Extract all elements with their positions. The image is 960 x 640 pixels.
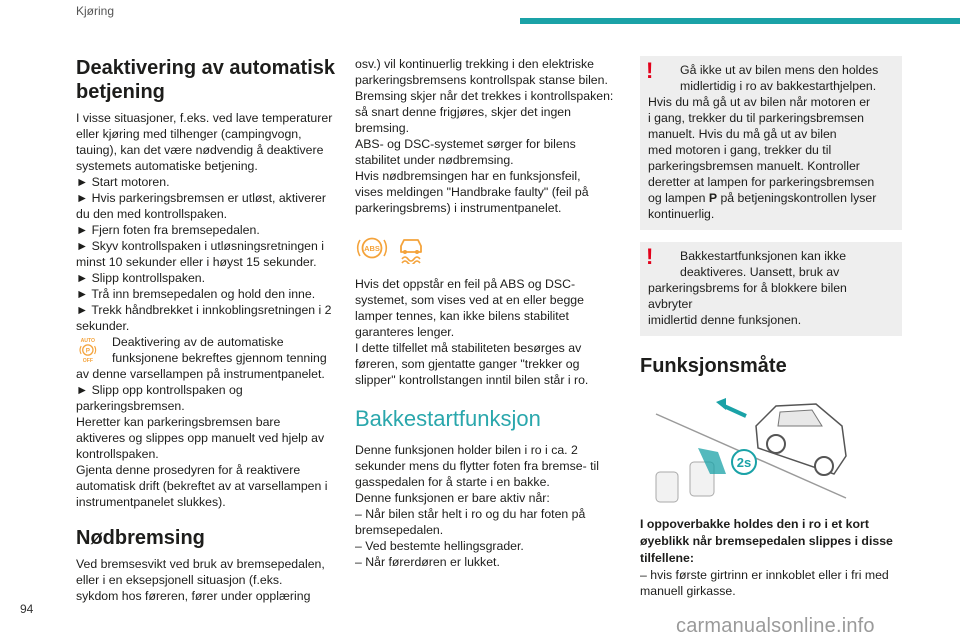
text-line: deretter at lampen for parkeringsbremsen [648,175,875,189]
warning-1-lamp-line: og lampen P på betjeningskontrollen lyser [648,191,877,205]
column-1 [76,56,338,604]
warning-box-2 [640,242,902,336]
header-section-label: Kjøring [76,4,115,18]
warning-box-1 [640,56,902,230]
text-line: ► Fjern foten fra bremsepedalen. [76,223,260,237]
text-line: ► Hvis parkeringsbremsen er utløst, aktiverer [76,191,326,205]
svg-text:OFF: OFF [82,357,93,364]
text-line: øyeblikk når bremsepedalen slippes i disse [640,534,893,548]
text-line: I oppoverbakke holdes den i ro i et kort [640,517,869,531]
text-line: parkeringsbremsens kontrollspak stanse bilen. [355,73,608,87]
column-2 [355,56,617,570]
text-line: lamper tennes, kan ikke bilens stabilitet [355,309,569,323]
text-line: imidlertid denne funksjonen. [648,313,802,327]
text-line: systemets automatiske betjening. [76,159,258,173]
col1-body-text-2 [76,366,338,510]
text-line: kontrollspaken. [76,447,159,461]
text-line: ABS- og DSC-systemet sørger for bilens [355,137,576,151]
auto-p-off-note [76,334,338,366]
text-line: – hvis første girtrinn er innkoblet eller i fri med [640,568,889,582]
warning-1-text [648,94,894,190]
text-line: så snart denne frigjøres, skjer det ingen [355,105,571,119]
text-line: funksjonene bekreftes gjennom tenning [112,351,327,365]
text-line: ► Trå inn bremsepedalen og hold den inne. [76,287,316,301]
text-line: osv.) vil kontinuerlig trekking i den elektriske [355,57,594,71]
hill-start-illustration [646,386,850,506]
warning-2-text [648,280,894,328]
abs-icon-label: ABS [364,244,380,253]
svg-text:P: P [85,347,90,355]
column-3 [640,56,902,599]
col1-body-text-3 [76,556,338,604]
text-line: Gjenta denne prosedyren for å reaktivere [76,463,301,477]
abs-warning-icon [355,232,389,264]
text-line: bremsing. [355,121,409,135]
text-line: ► Slipp opp kontrollspaken og [76,383,243,397]
text-line: ► Slipp kontrollspaken. [76,271,206,285]
text-line: – Ved bestemte hellingsgrader. [355,539,524,553]
heading-funksjonsmate: Funksjonsmåte [640,355,787,377]
funksjonsmate-intro [640,516,902,567]
text-line: midlertidig i ro av bakkestarthjelpen. [680,79,877,93]
text-line: manuelt. Hvis du må gå ut av bilen [648,127,837,141]
text-line: du den med kontrollspaken. [76,207,228,221]
dsc-stability-icon [395,232,427,264]
text-line: systemet, som vises ved at en eller begge [355,293,584,307]
text-line: Hvis du må gå ut av bilen når motoren er [648,95,871,109]
text-line: slipper" kontrollstangen inntil bilen står i ro. [355,373,589,387]
text-line: stabilitet under nødbremsing. [355,153,514,167]
text-line: bremsepedalen. [355,523,444,537]
text-line: I dette tilfellet må stabiliteten besørges av [355,341,582,355]
text-line: tauing), kan det være nødvendig å deaktivere [76,143,324,157]
warning-1-intro [646,58,894,94]
warning-exclamation-icon: ! [646,244,654,269]
text-line: Deaktivering av de automatiske [112,335,284,349]
text-line: Gå ikke ut av bilen mens den holdes [680,63,879,77]
illustration-timer-label: 2s [736,455,752,470]
text-line: parkeringsbrems for å blokkere bilen avbryter [648,281,847,311]
text-line: Denne funksjonen holder bilen i ro i ca. 2 [355,443,578,457]
heading-deaktivering: Deaktivering av automatisk betjening [76,57,335,103]
text-line: med motoren i gang, trekker du til [648,143,832,157]
header-accent-bar [520,18,960,24]
warning-1-final: kontinuerlig. [648,207,715,221]
text-line: eller kjøring med tilhenger (campingvogn, [76,127,302,141]
text-line: Denne funksjonen er bare aktiv når: [355,491,550,505]
text-line: Heretter kan parkeringsbremsen bare [76,415,281,429]
auto-p-off-text [76,334,338,366]
text-line: av denne varsellampen på instrumentpanelet. [76,367,325,381]
text-line: garanteres lenger. [355,325,455,339]
text-line: eller i en eksepsjonell situasjon (f.eks. [76,573,283,587]
text-line: ► Trekk håndbrekket i innkoblingsretningen i 2 [76,303,332,317]
text-line: minst 10 sekunder eller i høyst 15 sekunder. [76,255,317,269]
text-line: Bremsing skjer når det trekkes i kontrollspaken: [355,89,614,103]
text-line: Hvis nødbremsingen har en funksjonsfeil, [355,169,581,183]
text-line: instrumentpanelet slukkes). [76,495,226,509]
text-line: i gang, trekker du til parkeringsbremsen [648,111,864,125]
text-line: Hvis det oppstår en feil på ABS og DSC- [355,277,576,291]
text-line: I visse situasjoner, f.eks. ved lave temperaturer [76,111,333,125]
page-number: 94 [20,602,34,616]
col1-body-text [76,110,338,334]
auto-p-off-warning-icon [76,334,106,366]
text-line: automatisk drift (bekreftet av at varsellampen i [76,479,328,493]
text-line: ► Start motoren. [76,175,170,189]
abs-dsc-icons [355,232,617,268]
text-line: parkeringsbremsen manuelt. Kontroller [648,159,860,173]
text-line: parkeringsbrems) i instrumentpanelet. [355,201,562,215]
watermark: carmanualsonline.info [676,615,875,637]
svg-text:AUTO: AUTO [80,338,96,345]
text-line: sekunder. [76,319,130,333]
col2-body-text-3 [355,442,617,570]
text-line: deaktiveres. Uansett, bruk av [680,265,840,279]
text-line: Ved bremsesvikt ved bruk av bremsepedalen, [76,557,325,571]
text-line: aktiveres og slippes opp manuelt ved hjelp av [76,431,325,445]
warning-2-intro [646,244,894,280]
funksjonsmate-text [640,567,902,599]
text-line: – Når førerdøren er lukket. [355,555,500,569]
text-line: tilfellene: [640,551,694,565]
text-line: føreren, som gjentatte ganger "trekker og [355,357,580,371]
text-line: sykdom hos føreren, fører under opplæring [76,589,311,603]
text-line: manuell girkasse. [640,584,736,598]
warning-exclamation-icon: ! [646,58,654,83]
text-line: gasspedalen for å starte i en bakke. [355,475,550,489]
text-line: ► Skyv kontrollspaken i utløsningsretningen i [76,239,324,253]
text-line: parkeringsbremsen. [76,399,185,413]
text-line: sekunder mens du flytter foten fra bremse- til [355,459,599,473]
text-line: vises meldingen "Handbrake faulty" (feil på [355,185,589,199]
col2-body-text-2 [355,276,617,388]
heading-bakkestart: Bakkestartfunksjon [355,406,541,431]
text-line: Bakkestartfunksjonen kan ikke [680,249,847,263]
col2-body-text [355,56,617,216]
text-line: – Når bilen står helt i ro og du har foten på [355,507,586,521]
heading-nodbremsing: Nødbremsing [76,527,205,549]
